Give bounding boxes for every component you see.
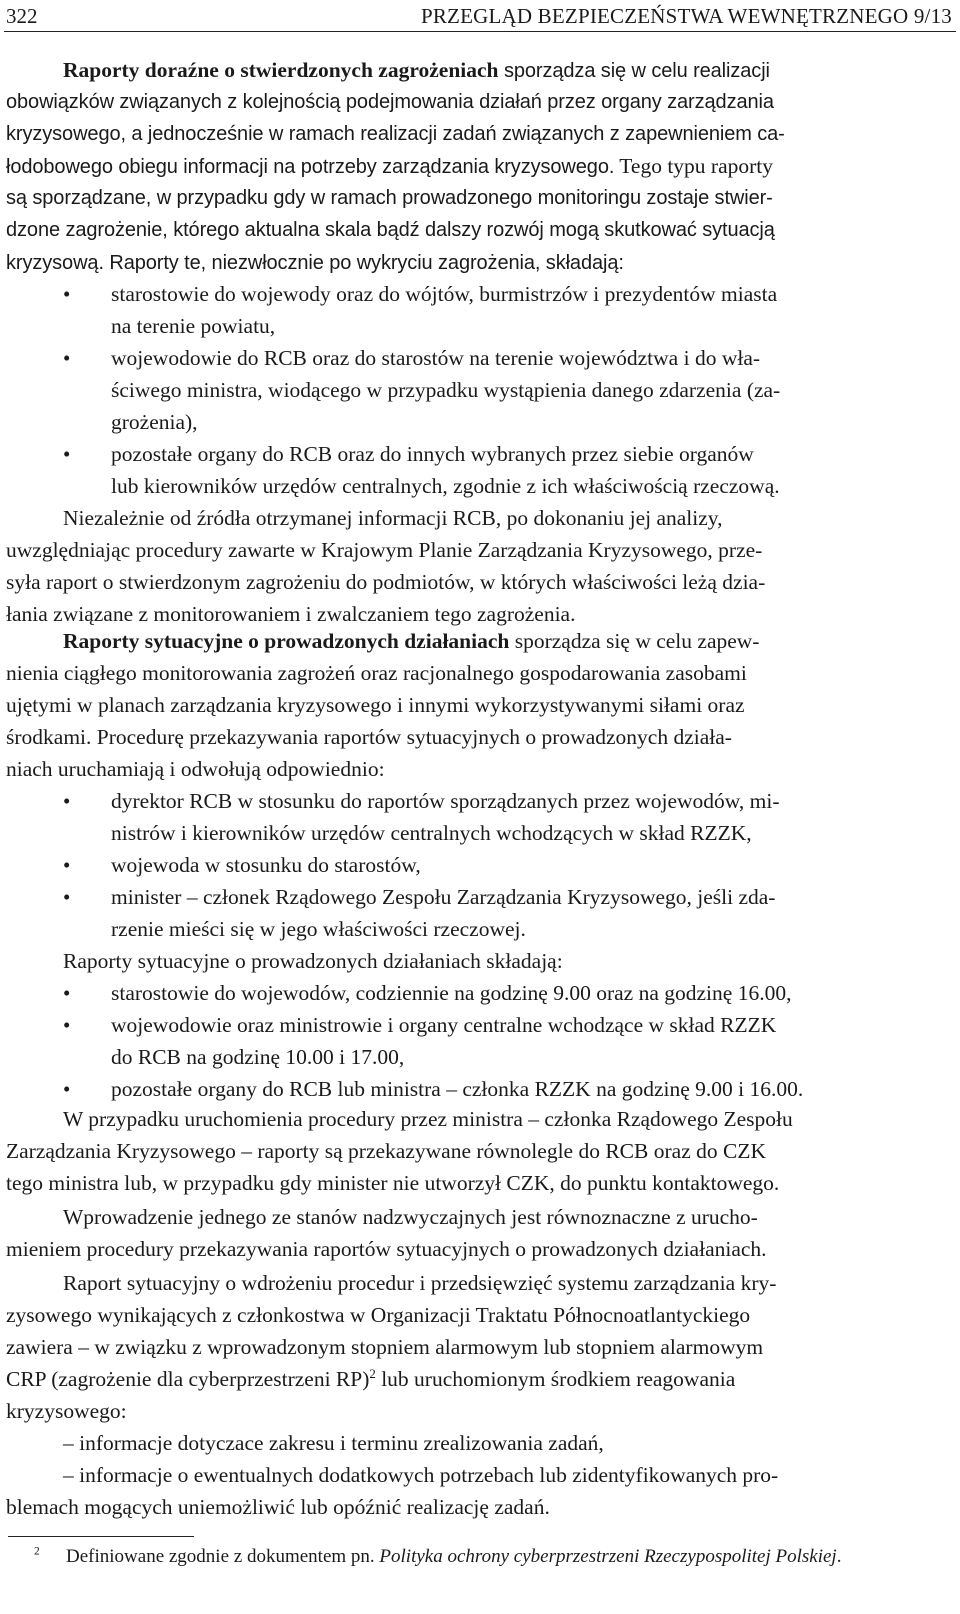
text-line: obowiązków związanych z kolejnością podejmowania działań przez organy zarządzania xyxy=(6,91,774,113)
bold-lead: Raporty sytuacyjne o prowadzonych działaniach xyxy=(63,629,510,653)
text-line: ujętymi w planach zarządzania kryzysowego i innymi wykorzystywanymi siłami oraz xyxy=(6,693,745,717)
text-line: niach uruchamiają i odwołują odpowiednio: xyxy=(6,757,385,781)
text-line xyxy=(6,246,624,280)
text-line xyxy=(63,54,770,88)
bullet-marker: • xyxy=(63,981,71,1005)
text-run: Tego typu raporty xyxy=(614,154,774,178)
bullet-marker: • xyxy=(63,346,71,370)
list-item-line: grożenia), xyxy=(111,410,198,434)
list-item-line: wojewoda w stosunku do starostów, xyxy=(111,853,421,877)
dash-item-line: – informacje o ewentualnych dodatkowych potrzebach lub zidentyfikowanych pro- xyxy=(63,1463,779,1487)
list-item-line: rzenie mieści się w jego właściwości rzeczowej. xyxy=(111,917,526,941)
list-item-line: do RCB na godzinę 10.00 i 17.00, xyxy=(111,1045,405,1069)
text-line: zawiera – w związku z wprowadzonym stopniem alarmowym lub stopniem alarmowym xyxy=(6,1335,764,1359)
text-line: Raport sytuacyjny o wdrożeniu procedur i przedsięwzięć systemu zarządzania kry- xyxy=(63,1271,777,1295)
bullet-marker: • xyxy=(63,885,71,909)
text-line: Niezależnie od źródła otrzymanej informacji RCB, po dokonaniu jej analizy, xyxy=(63,506,723,530)
text-line: syła raport o stwierdzonym zagrożeniu do podmiotów, w których właściwości leżą dzia- xyxy=(6,570,766,594)
bullet-marker: • xyxy=(63,1013,71,1037)
footnote-rule xyxy=(8,1536,194,1537)
text-run: Raporty te, niezwłocznie po wykryciu zagrożenia, składają: xyxy=(103,252,624,274)
text-line: nienia ciągłego monitorowania zagrożeń oraz racjonalnego gospodarowania zasobami xyxy=(6,661,747,685)
list-item-line: pozostałe organy do RCB lub ministra – członka RZZK na godzinę 9.00 i 16.00. xyxy=(111,1077,804,1101)
list-item-line: nistrów i kierowników urzędów centralnych wchodzących w skład RZZK, xyxy=(111,821,752,845)
footnote-marker: 2 xyxy=(34,1545,40,1558)
list-item-line: pozostałe organy do RCB oraz do innych wybranych przez siebie organów xyxy=(111,442,754,466)
footnote-text xyxy=(66,1543,841,1571)
list-item-line: dyrektor RCB w stosunku do raportów sporządzanych przez wojewodów, mi- xyxy=(111,789,780,813)
footnote-number xyxy=(34,1543,40,1571)
text-line xyxy=(63,625,759,658)
text-line: uwzględniając procedury zawarte w Krajowym Planie Zarządzania Kryzysowego, prze- xyxy=(6,538,763,562)
list-item-line: ściwego ministra, wiodącego w przypadku wystąpienia danego zdarzenia (za- xyxy=(111,378,781,402)
dash-item-line: blemach mogących uniemożliwić lub opóźnić realizację zadań. xyxy=(6,1495,550,1519)
text-run: sporządza się w celu realizacji xyxy=(498,60,770,82)
text-line: kryzysowego, a jednocześnie w ramach realizacji zadań związanych z zapewnieniem ca- xyxy=(6,123,785,145)
dash-item-line: – informacje dotyczace zakresu i terminu zrealizowania zadań, xyxy=(63,1431,604,1455)
bullet-marker: • xyxy=(63,442,71,466)
text-run: łodobowego obiegu informacji na potrzeby zarządzania kryzysowego. xyxy=(6,156,615,178)
footnote-ref[interactable]: 2 xyxy=(369,1366,376,1381)
footnote-title: Polityka ochrony cyberprzestrzeni Rzeczypospolitej Polskiej xyxy=(379,1546,837,1567)
bold-lead: Raporty doraźne o stwierdzonych zagrożeniach xyxy=(63,58,499,82)
text-line xyxy=(6,150,773,184)
text-line: Wprowadzenie jednego ze stanów nadzwyczajnych jest równoznaczne z urucho- xyxy=(63,1205,758,1229)
list-item-line: wojewodowie oraz ministrowie i organy centralne wchodzące w skład RZZK xyxy=(111,1013,777,1037)
text-line: kryzysowego: xyxy=(6,1399,127,1423)
text-line: zysowego wynikających z członkostwa w Organizacji Traktatu Północnoatlantyckiego xyxy=(6,1303,751,1327)
bullet-marker: • xyxy=(63,282,71,306)
header-rule xyxy=(4,31,956,32)
bullet-marker: • xyxy=(63,789,71,813)
text-run: kryzysową. xyxy=(6,252,104,274)
text-line: mieniem procedury przekazywania raportów sytuacyjnych o prowadzonych działaniach. xyxy=(6,1237,767,1261)
list-item-line: lub kierowników urzędów centralnych, zgodnie z ich właściwością rzeczową. xyxy=(111,474,780,498)
list-item-line: minister – członek Rządowego Zespołu Zarządzania Kryzysowego, jeśli zda- xyxy=(111,885,776,909)
text-run: sporządza się w celu zapew- xyxy=(509,629,760,653)
text-line xyxy=(6,1363,735,1396)
text-run: Definiowane zgodnie z dokumentem pn. xyxy=(66,1546,380,1567)
text-line: środkami. Procedurę przekazywania raportów sytuacyjnych o prowadzonych działa- xyxy=(6,725,732,749)
bullet-marker: • xyxy=(63,1077,71,1101)
text-run: . xyxy=(836,1546,842,1567)
list-item-line: wojewodowie do RCB oraz do starostów na terenie województwa i do wła- xyxy=(111,346,761,370)
text-line: dzone zagrożenie, którego aktualna skala bądź dalszy rozwój mogą skutkować sytuacją xyxy=(6,219,775,241)
running-title: PRZEGLĄD BEZPIECZEŃSTWA WEWNĘTRZNEGO 9/13 xyxy=(420,4,952,28)
text-line: Zarządzania Kryzysowego – raporty są przekazywane równolegle do RCB oraz do CZK xyxy=(6,1139,766,1163)
bullet-marker: • xyxy=(63,853,71,877)
text-run: CRP (zagrożenie dla cyberprzestrzeni RP) xyxy=(6,1367,370,1391)
text-line: Raporty sytuacyjne o prowadzonych działaniach składają: xyxy=(63,949,563,973)
text-line: W przypadku uruchomienia procedury przez ministra – członka Rządowego Zespołu xyxy=(63,1107,793,1131)
page-header xyxy=(6,4,952,30)
text-run: lub uruchomionym środkiem reagowania xyxy=(375,1367,736,1391)
text-line: są sporządzane, w przypadku gdy w ramach prowadzonego monitoringu zostaje stwier- xyxy=(6,187,773,209)
list-item-line: na terenie powiatu, xyxy=(111,314,276,338)
list-item-line: starostowie do wojewodów, codziennie na godzinę 9.00 oraz na godzinę 16.00, xyxy=(111,981,792,1005)
list-item-line: starostowie do wojewody oraz do wójtów, burmistrzów i prezydentów miasta xyxy=(111,282,778,306)
text-line: łania związane z monitorowaniem i zwalczaniem tego zagrożenia. xyxy=(6,602,576,626)
text-line: tego ministra lub, w przypadku gdy minister nie utworzył CZK, do punktu kontaktowego. xyxy=(6,1171,780,1195)
page-number: 322 xyxy=(6,4,38,28)
